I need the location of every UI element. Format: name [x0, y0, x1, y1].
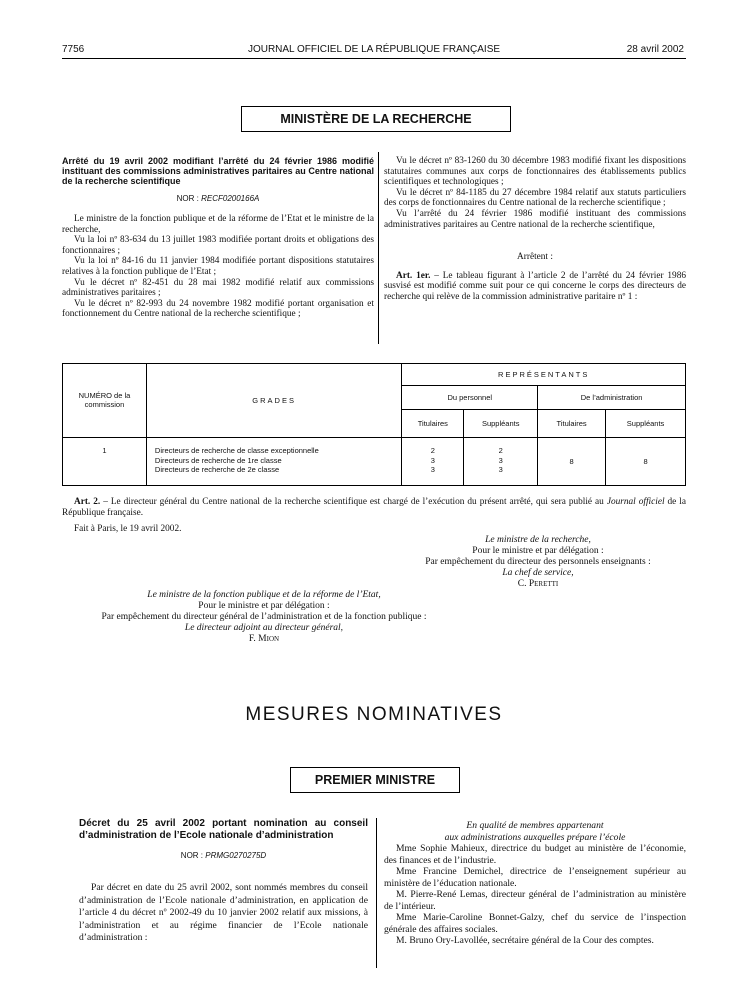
visa-paragraph: Vu l’arrêté du 24 février 1986 modifié instituant des commissions administratives paritaires au Centre national de la recherche scientifique,: [384, 208, 686, 230]
decret-paragraph: [79, 882, 368, 945]
signatory-name: C. Peretti: [517, 579, 559, 589]
arrete-right-column: [384, 156, 686, 303]
article-1-label: Art. 1er.: [396, 270, 431, 281]
column-divider: [376, 818, 377, 968]
signature-line: Le ministre de la recherche,: [485, 535, 591, 545]
right-heading: aux administrations auxquelles prépare l’école: [444, 831, 626, 843]
header-grades: GRADES: [146, 364, 401, 438]
visa-paragraph: Le ministre de la fonction publique et de la réforme de l’Etat et le ministre de la recherche,: [62, 214, 374, 235]
nor-code: RECF0200166A: [201, 194, 260, 203]
member-item: Mme Marie-Caroline Bonnet-Galzy, chef du service de l’inspection générale des affaires sociales.: [384, 912, 686, 935]
article-2-label: Art. 2.: [74, 497, 101, 507]
signature-line: Par empêchement du directeur général de l’administration et de la fonction publique :: [101, 612, 427, 622]
signature-line: Par empêchement du directeur des personnels enseignants :: [425, 557, 651, 567]
value: 3: [430, 465, 435, 474]
article-2-end: de la République française.: [62, 497, 687, 518]
nor-label: NOR :: [176, 194, 199, 203]
value: 3: [498, 455, 503, 465]
member-item: Mme Sophie Mahieux, directrice du budget au ministère de l’économie, des finances et de l’industrie.: [384, 843, 686, 866]
signature-fonction-publique: [62, 590, 466, 645]
member-item: Mme Francine Demichel, directrice de l’enseignement supérieur au ministère de l’éducation nationale.: [384, 866, 686, 889]
header-personnel: Du personnel: [402, 386, 538, 410]
signature-line: Le ministre de la fonction publique et de la réforme de l’Etat,: [147, 590, 381, 600]
arretent: Arrêtent :: [517, 252, 553, 263]
grade-item: Directeurs de recherche de 1re classe: [154, 455, 282, 465]
arrete-left-column: [62, 156, 374, 320]
value: 3: [498, 465, 503, 474]
nor-label: NOR :: [180, 851, 204, 860]
member-item: M. Bruno Ory-Lavollée, secrétaire général de la Cour des comptes.: [396, 935, 654, 946]
header-rule: [62, 58, 686, 59]
visa-paragraph: Vu la loi nº 83-634 du 13 juillet 1983 modifiée portant droits et obligations des fonctionnaires ;: [62, 235, 374, 256]
article-2: [62, 497, 686, 518]
member-item: M. Pierre-René Lemas, directeur général de l’administration au ministère de l’intérieur.: [384, 889, 686, 912]
arrete-nor: [62, 194, 374, 203]
header-titulaires: Titulaires: [538, 410, 606, 438]
admin-titulaires: 8: [538, 438, 606, 486]
header-numero: NUMÉRO de la commission: [63, 364, 147, 438]
admin-suppleants: 8: [606, 438, 686, 486]
grade-item: Directeurs de recherche de classe exceptionnelle: [154, 446, 319, 455]
header-representants: REPRÉSENTANTS: [402, 364, 686, 386]
decret-text: Par décret en date du 25 avril 2002, sont nommés membres du conseil d’administration de l’Ecole nationale d’administration, en application de l’article 4 du décret nº 2002-49 du 10 janvier 2002 relatif aux missions, à l’administration et au régime financier de l’Ecole nationale d’administration :: [79, 882, 368, 943]
article-2-italic: Journal officiel: [606, 497, 665, 507]
personnel-suppleants: [464, 438, 538, 486]
signature-line: Pour le ministre et par délégation :: [198, 601, 330, 611]
decret-title: Décret du 25 avril 2002 portant nomination au conseil d’administration de l’Ecole nationale d’administration: [79, 818, 368, 841]
signatory-name: F. Mion: [248, 634, 280, 644]
value: 2: [498, 446, 503, 455]
grades-list: [146, 438, 401, 486]
decret-left-column: [79, 818, 368, 945]
value: 3: [430, 455, 435, 465]
article-1-text: – Le tableau figurant à l’article 2 de l’arrêté du 24 février 1986 susvisé est modifié comme suit pour ce qui concerne le corps des directeurs de recherche qui relève de la commission administrative paritaire nº 1 :: [384, 270, 686, 302]
header-admin: De l’administration: [538, 386, 686, 410]
decret-nor: [79, 851, 368, 860]
article-1: [384, 271, 686, 303]
ministry-box: MINISTÈRE DE LA RECHERCHE: [241, 106, 511, 132]
signature-line: Pour le ministre et par délégation :: [472, 546, 604, 556]
visa-paragraph: Vu le décret nº 84-1185 du 27 décembre 1984 relatif aux statuts particuliers des corps de fonctionnaires du Centre national de la recherche scientifique ;: [384, 187, 686, 209]
page-number: 7756: [62, 44, 85, 55]
fait-text: Fait à Paris, le 19 avril 2002.: [74, 524, 182, 534]
header-suppleants: Suppléants: [606, 410, 686, 438]
signature-line: La chef de service,: [502, 568, 574, 578]
signature-recherche: [390, 535, 686, 590]
visa-paragraph: Vu le décret nº 83-1260 du 30 décembre 1983 modifié fixant les dispositions statutaires communes aux corps de fonctionnaires des établissements publics scientifiques et technologiques ;: [384, 156, 686, 188]
visa-paragraph: Vu le décret nº 82-451 du 28 mai 1982 modifié relatif aux commissions administratives paritaires ;: [62, 277, 374, 299]
section-heading: MESURES NOMINATIVES: [245, 704, 503, 725]
right-heading: En qualité de membres appartenant: [466, 820, 604, 831]
journal-title: JOURNAL OFFICIEL DE LA RÉPUBLIQUE FRANÇAISE: [247, 44, 501, 55]
value: 2: [430, 446, 435, 455]
personnel-titulaires: [402, 438, 464, 486]
page-date: 28 avril 2002: [626, 44, 684, 55]
signature-line: Le directeur adjoint au directeur général,: [184, 623, 344, 633]
column-divider: [378, 152, 379, 344]
arrete-title: Arrêté du 19 avril 2002 modifiant l’arrêté du 24 février 1986 modifié instituant des commissions administratives paritaires au Centre national de la recherche scientifique: [62, 156, 374, 186]
decret-right-column: [384, 820, 686, 947]
grade-item: Directeurs de recherche de 2e classe: [154, 465, 280, 474]
commission-number: 1: [63, 438, 147, 486]
article-2-text: – Le directeur général du Centre national de la recherche scientifique est chargé de l’exécution du présent arrêté, qui sera publié au: [100, 497, 607, 507]
arrete-visas-left: [62, 214, 374, 320]
nor-code: PRMG0270275D: [205, 851, 267, 860]
visa-paragraph: Vu la loi nº 84-16 du 11 janvier 1984 modifiée portant dispositions statutaires relatives à la fonction publique de l’Etat ;: [62, 256, 374, 277]
premier-ministre-box: PREMIER MINISTRE: [290, 767, 460, 793]
header-suppleants: Suppléants: [464, 410, 538, 438]
header-titulaires: Titulaires: [402, 410, 464, 438]
visa-paragraph: Vu le décret nº 82-993 du 24 novembre 1982 modifié portant organisation et fonctionnement du Centre national de la recherche scientifique ;: [62, 298, 374, 320]
fait-line: [62, 524, 362, 535]
grades-table: [62, 363, 686, 486]
